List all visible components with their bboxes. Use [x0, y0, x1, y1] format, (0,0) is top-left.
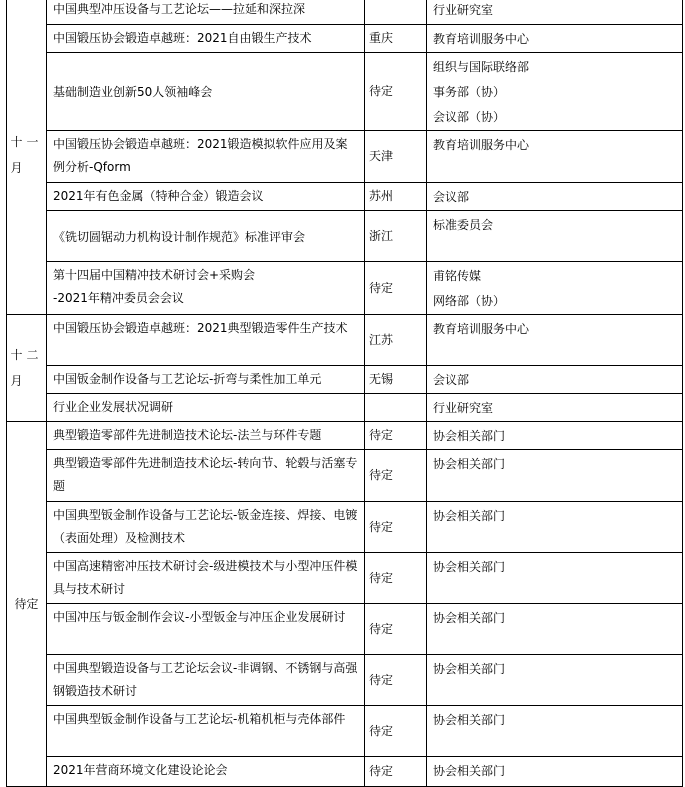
place-cell — [365, 0, 427, 25]
topic-cell — [47, 262, 365, 315]
dept-cell — [427, 53, 683, 131]
table-row — [7, 0, 683, 25]
place-cell: 待定 — [365, 553, 427, 604]
dept-cell — [427, 502, 683, 553]
topic-cell: 中国锻压协会锻造卓越班：2021锻造模拟软件应用及案例分析-Qform — [47, 131, 365, 183]
place-cell: 待定 — [365, 262, 427, 315]
table-row — [7, 422, 683, 450]
place-cell: 江苏 — [365, 315, 427, 366]
dept-name: 会议部（协） — [433, 110, 506, 124]
table-row — [7, 131, 683, 183]
dept-cell — [427, 131, 683, 183]
table-row — [7, 706, 683, 757]
month-cell — [7, 422, 47, 787]
dept-cell — [427, 706, 683, 757]
table-row — [7, 655, 683, 706]
dept-cell — [427, 757, 683, 787]
event-schedule-table — [6, 0, 683, 787]
dept-name: 协会相关部门 — [433, 662, 506, 676]
table-row — [7, 502, 683, 553]
dept-name: 组织与国际联络部 — [433, 60, 530, 74]
dept-cell — [427, 262, 683, 315]
topic-cell: 中国典型锻造设备与工艺论坛会议-非调钢、不锈钢与高强钢锻造技术研讨 — [47, 655, 365, 706]
table-row — [7, 183, 683, 211]
dept-cell — [427, 655, 683, 706]
topic-cell: 中国冲压与钣金制作会议-小型钣金与冲压企业发展研讨 — [47, 604, 365, 655]
topic-cell — [47, 53, 365, 131]
place-cell: 待定 — [365, 604, 427, 655]
dept-name: 会议部 — [433, 373, 470, 387]
place-cell: 重庆 — [365, 25, 427, 53]
table-row — [7, 757, 683, 787]
dept-cell — [427, 0, 683, 25]
dept-name: 教育培训服务中心 — [433, 32, 530, 46]
table-row — [7, 553, 683, 604]
topic-cell: 行业企业发展状况调研 — [47, 394, 365, 422]
place-cell: 待定 — [365, 757, 427, 787]
dept-cell — [427, 25, 683, 53]
dept-name: 甫铭传媒 — [433, 269, 482, 283]
place-cell: 待定 — [365, 502, 427, 553]
month-label: 十二 月 — [10, 348, 43, 388]
dept-cell — [427, 450, 683, 502]
dept-cell — [427, 366, 683, 394]
schedule-body — [7, 0, 683, 787]
topic-cell: 中国钣金制作设备与工艺论坛-折弯与柔性加工单元 — [47, 366, 365, 394]
month-label: 待定 — [14, 597, 39, 611]
table-row — [7, 394, 683, 422]
table-row — [7, 25, 683, 53]
topic-cell: 中国典型钣金制作设备与工艺论坛-钣金连接、焊接、电镀（表面处理）及检测技术 — [47, 502, 365, 553]
topic-cell: 典型锻造零部件先进制造技术论坛-法兰与环件专题 — [47, 422, 365, 450]
dept-name: 协会相关部门 — [433, 560, 506, 574]
dept-name: 网络部（协） — [433, 294, 506, 308]
dept-name: 教育培训服务中心 — [433, 138, 530, 152]
topic-cell — [47, 211, 365, 262]
dept-name: 协会相关部门 — [433, 509, 506, 523]
dept-name: 教育培训服务中心 — [433, 322, 530, 336]
dept-name: 事务部（协） — [433, 85, 506, 99]
table-row — [7, 211, 683, 262]
table-row — [7, 262, 683, 315]
place-cell: 苏州 — [365, 183, 427, 211]
place-cell: 天津 — [365, 131, 427, 183]
dept-cell — [427, 422, 683, 450]
place-cell: 待定 — [365, 450, 427, 502]
topic-text: 《铣切圆锯动力机构设计制作规范》标准评审会 — [53, 229, 306, 244]
topic-cell: 中国典型钣金制作设备与工艺论坛-机箱机柜与壳体部件 — [47, 706, 365, 757]
dept-name: 协会相关部门 — [433, 764, 506, 778]
place-cell: 浙江 — [365, 211, 427, 262]
month-cell — [7, 315, 47, 422]
topic-text: 第十四届中国精冲技术研讨会+采购会 -2021年精冲委员会会议 — [53, 268, 256, 305]
topic-cell: 中国锻压协会锻造卓越班：2021自由锻生产技术 — [47, 25, 365, 53]
dept-cell — [427, 604, 683, 655]
topic-cell: 中国锻压协会锻造卓越班：2021典型锻造零件生产技术 — [47, 315, 365, 366]
dept-name: 会议部 — [433, 190, 470, 204]
dept-name: 协会相关部门 — [433, 713, 506, 727]
dept-name: 标准委员会 — [433, 218, 494, 232]
topic-cell: 中国典型冲压设备与工艺论坛——拉延和深拉深 — [47, 0, 365, 25]
month-cell — [7, 0, 47, 315]
dept-cell — [427, 183, 683, 211]
place-cell: 无锡 — [365, 366, 427, 394]
dept-cell — [427, 315, 683, 366]
table-row — [7, 604, 683, 655]
dept-name: 协会相关部门 — [433, 611, 506, 625]
topic-cell: 2021年有色金属（特种合金）锻造会议 — [47, 183, 365, 211]
dept-name: 行业研究室 — [433, 401, 494, 415]
place-cell — [365, 394, 427, 422]
dept-cell — [427, 394, 683, 422]
topic-cell: 中国高速精密冲压技术研讨会-级进模技术与小型冲压件模具与技术研讨 — [47, 553, 365, 604]
topic-text: 基础制造业创新50人领袖峰会 — [53, 85, 213, 99]
place-cell: 待定 — [365, 655, 427, 706]
table-row — [7, 53, 683, 131]
place-cell: 待定 — [365, 706, 427, 757]
topic-cell: 典型锻造零部件先进制造技术论坛-转向节、轮毂与活塞专题 — [47, 450, 365, 502]
dept-name: 行业研究室 — [433, 3, 494, 17]
table-row — [7, 366, 683, 394]
dept-cell — [427, 553, 683, 604]
dept-name: 协会相关部门 — [433, 457, 506, 471]
place-cell: 待定 — [365, 422, 427, 450]
topic-cell: 2021年营商环境文化建设论论会 — [47, 757, 365, 787]
dept-cell — [427, 211, 683, 262]
month-label: 十一 月 — [10, 135, 43, 175]
place-cell: 待定 — [365, 53, 427, 131]
dept-name: 协会相关部门 — [433, 429, 506, 443]
table-row — [7, 315, 683, 366]
table-row — [7, 450, 683, 502]
